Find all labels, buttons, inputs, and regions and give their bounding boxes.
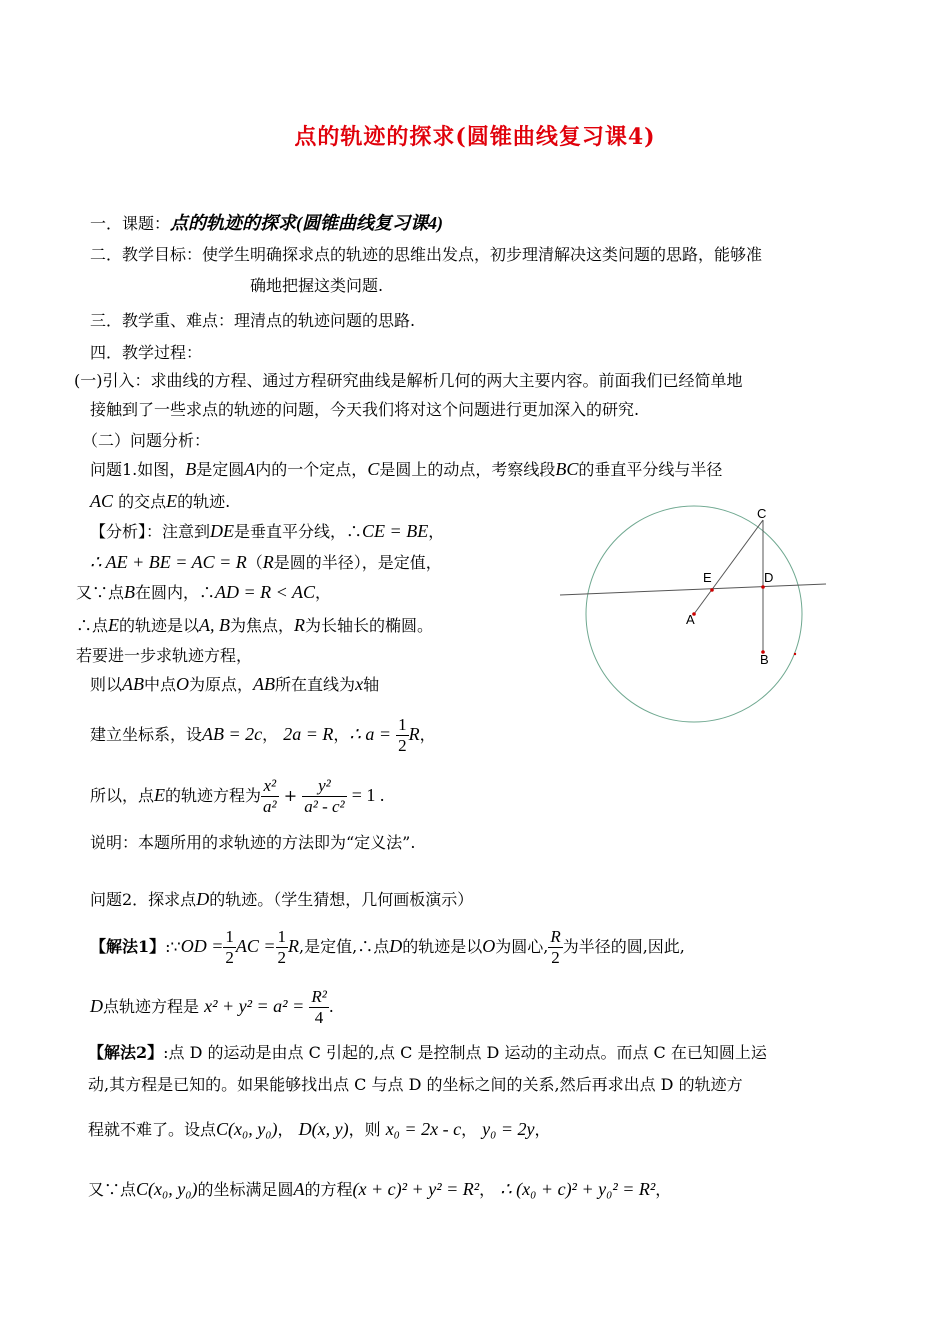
analysis-text: 为长轴长的椭圆。 <box>305 616 434 635</box>
fraction-x2-a2: $\frac{\text{x²}}{\text{a²}}$ <box>263 776 277 816</box>
label-a: A <box>686 612 695 627</box>
point-d-coords: D(x, y) <box>298 1119 349 1139</box>
label-b: B <box>760 652 769 667</box>
p2-text: 点轨迹方程是 <box>103 997 200 1016</box>
equation: AD = R < AC <box>215 582 315 602</box>
fraction-y2: $\frac{\text{y²}}{\text{a² - c²}}$ <box>304 776 345 816</box>
point-a: A <box>293 1179 305 1199</box>
segment-ab: AB <box>253 674 276 694</box>
analysis-text: （ <box>246 553 263 572</box>
p2-text: 为圆心, <box>495 937 549 956</box>
analysis-line-5: 若要进一步求轨迹方程， <box>76 646 253 665</box>
method2-line-3: 程就不难了。设点C(x₀, y₀)， D(x, y)，则 x₀ = 2x - c， y₀ = 2y， <box>88 1119 551 1139</box>
problem1-line-2 <box>90 490 230 513</box>
analysis-text: ∴点 <box>76 616 109 635</box>
method1-label: 【解法1】 <box>90 937 166 956</box>
p2-text: :点 D 的运动是由点 C 引起的,点 C 是控制点 D 运动的主动点。而点 C 在已知圆上运 <box>163 1043 767 1062</box>
symbol-x: x <box>355 674 364 694</box>
label-c: C <box>757 506 767 521</box>
p2-text: 的坐标满足圆 <box>197 1180 294 1199</box>
equation: x² + y² = a² = <box>204 996 305 1016</box>
method1-line-2 <box>90 982 334 1031</box>
point-e: E <box>166 491 178 511</box>
analysis-text: 轴 <box>363 675 380 694</box>
foci: A, B <box>199 615 231 635</box>
fraction-half: $\frac{1}{2}$ <box>398 715 407 755</box>
p1-text: 是定圆 <box>196 460 245 479</box>
label-d: D <box>764 570 774 585</box>
equation: ∴ (x₀ + c)² + y₀² = R² <box>500 1179 656 1199</box>
analysis-text: 是圆的半径），是定值， <box>273 553 442 572</box>
equation: CE = BE <box>362 521 429 541</box>
analysis-text: 在圆内，∴ <box>135 583 216 602</box>
objective-line-1: 二．教学目标：使学生明确探求点的轨迹的思维出发点，初步理清解决这类问题的思路，能够准 <box>90 245 763 264</box>
key-points: 三．教学重、难点：理清点的轨迹问题的思路. <box>90 311 416 330</box>
analysis-text: 是垂直平分线，∴ <box>234 522 363 541</box>
p1-text: 的垂直平分线与半径 <box>578 460 723 479</box>
method1-line-1 <box>90 922 685 971</box>
symbol-r: R <box>408 724 420 744</box>
segment-ac: AC <box>90 491 114 511</box>
point-c-coords: C(x₀, y₀) <box>216 1119 278 1139</box>
p2-text: 为半径的圆,因此, <box>562 937 685 956</box>
segment-de: DE <box>210 521 235 541</box>
geometry-figure <box>556 500 846 730</box>
point-d: D <box>90 996 103 1016</box>
analysis-heading: （二）问题分析： <box>82 431 211 450</box>
analysis-line-1: 【分析】：注意到DE是垂直平分线，∴CE = BE， <box>90 521 445 541</box>
point-b: B <box>185 459 197 479</box>
p2-text: . <box>328 997 334 1016</box>
point-a: A <box>244 459 256 479</box>
section-topic-text: 点的轨迹的探求(圆锥曲线复习课4) <box>170 213 444 233</box>
problem2-heading <box>90 888 473 911</box>
section-topic <box>90 212 443 235</box>
analysis-line-7: 建立坐标系，设AB = 2c， 2a = R，∴ a = $\frac{1}{2}$ R， <box>90 715 436 755</box>
equation: AC = <box>235 936 276 956</box>
p1-text: 内的一个定点， <box>255 460 368 479</box>
equation: x₀ = 2x - c <box>385 1119 462 1139</box>
equation: ∴ a = <box>349 724 392 744</box>
point-small-dot <box>794 653 796 655</box>
p2-text: ,是定值,∴点 <box>299 937 390 956</box>
fraction-half: $\frac{1}{2}$ <box>277 927 287 967</box>
p2-text: 程就不难了。设点 <box>88 1120 217 1139</box>
method2-line-1 <box>88 1042 767 1064</box>
analysis-text: 建立坐标系，设 <box>90 725 203 744</box>
point-o: O <box>482 936 496 956</box>
p1-text: 问题1.如图， <box>90 460 186 479</box>
equation: OD = <box>180 936 224 956</box>
point-e-dot <box>710 588 714 592</box>
point-b: B <box>124 582 136 602</box>
point-e: E <box>154 785 166 805</box>
analysis-text: ：注意到 <box>146 522 211 541</box>
symbol-r: R <box>288 936 300 956</box>
analysis-label: 【分析】 <box>90 522 147 541</box>
method2-line-2: 动,其方程是已知的。如果能够找出点 C 与点 D 的坐标之间的关系,然后再求出点 D 的轨迹方 <box>88 1075 743 1094</box>
point-e: E <box>108 615 120 635</box>
equation: 2a = R <box>283 724 334 744</box>
analysis-line-6 <box>90 673 379 696</box>
segment-bc: BC <box>555 459 579 479</box>
analysis-text: 所在直线为 <box>275 675 356 694</box>
analysis-text: 为焦点， <box>230 616 295 635</box>
equation: AB = 2c <box>202 724 263 744</box>
p1-text: 的轨迹. <box>177 492 231 511</box>
symbol-r: R <box>262 552 274 572</box>
equation: y₀ = 2y <box>482 1119 535 1139</box>
p2-text: 又∵点 <box>88 1180 137 1199</box>
p2-text: 问题2．探求点 <box>90 890 197 909</box>
page-title: 点的轨迹的探求(圆锥曲线复习课4) <box>294 124 656 150</box>
method2-label: 【解法2】 <box>88 1043 164 1062</box>
segment-ab: AB <box>122 674 145 694</box>
p2-text: 的方程 <box>304 1180 353 1199</box>
analysis-text: 中点 <box>144 675 177 694</box>
analysis-text: 的轨迹方程为 <box>165 786 262 805</box>
fraction-r-half: $\frac{R}{2}$ <box>550 927 561 967</box>
method2-line-4: 又∵点C(x₀, y₀)的坐标满足圆A的方程(x + c)² + y² = R²， ∴ (x₀ + c)² + y₀² = R²， <box>88 1179 672 1199</box>
equation: (x + c)² + y² = R² <box>352 1179 480 1199</box>
point-o: O <box>176 674 190 694</box>
equation: ∴ AE + BE = AC = R <box>90 552 247 572</box>
perpendicular-bisector <box>560 584 826 595</box>
p2-text: 的轨迹是以 <box>402 937 483 956</box>
symbol-r: R <box>294 615 306 635</box>
analysis-line-8: 所以，点E的轨迹方程为 $\frac{\text{x²}}{\text{a²}}$ + $\frac{\text{y²}}{\text{a² - c²}}$ = 1 . <box>90 776 385 816</box>
analysis-text: 所以，点 <box>90 786 155 805</box>
point-d: D <box>389 936 403 956</box>
point-d-dot <box>761 585 765 589</box>
point-c: C <box>367 459 380 479</box>
p2-text: 的轨迹。（学生猜想，几何画板演示） <box>209 890 474 909</box>
analysis-line-4 <box>76 614 433 637</box>
equation-tail: = 1 . <box>351 785 385 805</box>
problem1-line-1 <box>90 458 722 481</box>
analysis-text: 又∵点 <box>76 583 125 602</box>
intro-line-2: 接触到了一些求点的轨迹的问题，今天我们将对这个问题进行更加深入的研究. <box>90 400 640 419</box>
point-d: D <box>196 889 210 909</box>
analysis-text: 为原点， <box>189 675 254 694</box>
p2-text: :∵ <box>165 937 181 956</box>
fraction-r2-4: $\frac{\text{R²}}{4}$ <box>311 987 327 1027</box>
p1-text: 是圆上的动点，考察线段 <box>379 460 556 479</box>
objective-line-2: 确地把握这类问题. <box>250 276 384 295</box>
segment-ac-line <box>694 520 763 614</box>
p2-text: ，则 <box>348 1120 381 1139</box>
analysis-note: 说明：本题所用的求轨迹的方法即为“定义法”. <box>90 833 416 852</box>
analysis-line-3: 又∵点B在圆内，∴AD = R < AC， <box>76 582 332 602</box>
analysis-text: 的轨迹是以 <box>119 616 200 635</box>
intro-line-1: (一)引入：求曲线的方程、通过方程研究曲线是解析几何的两大主要内容。前面我们已经简单地 <box>74 371 743 390</box>
point-c-coords: C(x₀, y₀) <box>136 1179 198 1199</box>
process-heading: 四．教学过程： <box>90 343 203 362</box>
analysis-line-2 <box>90 551 442 574</box>
section-topic-label: 一．课题： <box>90 214 171 233</box>
analysis-text: 则以 <box>90 675 123 694</box>
p1-text: 的交点 <box>118 492 167 511</box>
fraction-half: $\frac{1}{2}$ <box>225 927 234 967</box>
label-e: E <box>703 570 712 585</box>
